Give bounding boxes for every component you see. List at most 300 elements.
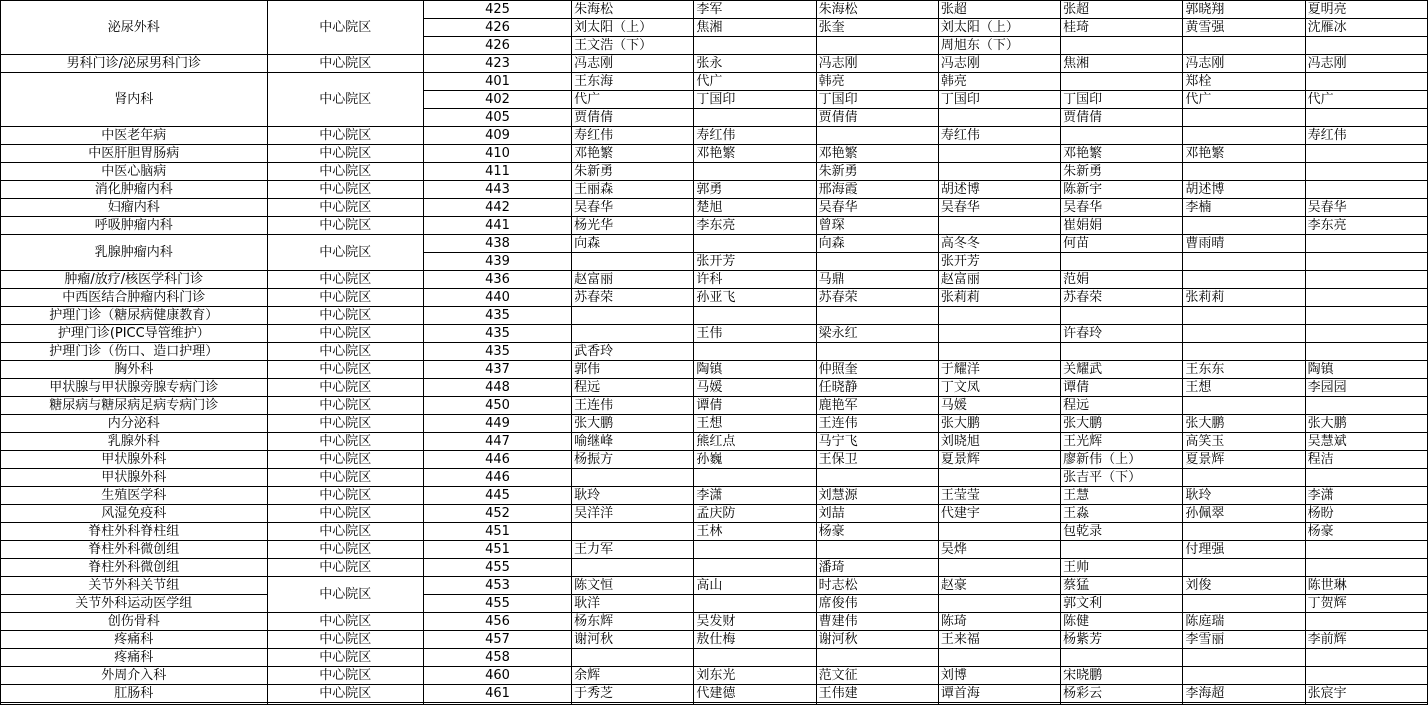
doctor-cell[interactable]: 马宁飞	[816, 433, 938, 451]
department-cell[interactable]: 胸外科	[1, 361, 268, 379]
doctor-cell[interactable]: 朱海松	[572, 1, 694, 19]
doctor-cell[interactable]: 崔娟娟	[1061, 217, 1183, 235]
room-cell[interactable]: 435	[423, 325, 571, 343]
doctor-cell[interactable]	[938, 307, 1060, 325]
doctor-cell[interactable]: 冯志刚	[572, 55, 694, 73]
doctor-cell[interactable]: 代建宇	[938, 505, 1060, 523]
doctor-cell[interactable]: 王想	[694, 415, 816, 433]
doctor-cell[interactable]: 张开芳	[938, 253, 1060, 271]
campus-cell[interactable]: 中心院区	[267, 523, 423, 541]
room-cell[interactable]: 426	[423, 37, 571, 55]
doctor-cell[interactable]: 陈琦	[938, 613, 1060, 631]
room-cell[interactable]: 441	[423, 217, 571, 235]
campus-cell[interactable]: 中心院区	[267, 1, 423, 55]
doctor-cell[interactable]: 邓艳繁	[572, 145, 694, 163]
room-cell[interactable]: 457	[423, 631, 571, 649]
doctor-cell[interactable]: 胡述博	[1183, 181, 1305, 199]
doctor-cell[interactable]: 张大鹏	[938, 415, 1060, 433]
doctor-cell[interactable]: 吴洋洋	[572, 505, 694, 523]
doctor-cell[interactable]: 刘慧源	[816, 487, 938, 505]
department-cell[interactable]: 肛肠科	[1, 685, 268, 703]
doctor-cell[interactable]: 王慧	[1061, 487, 1183, 505]
department-cell[interactable]: 中西医结合肿瘤内科门诊	[1, 289, 268, 307]
doctor-cell[interactable]: 韩亮	[938, 73, 1060, 91]
doctor-cell[interactable]: 宋晓鹏	[1061, 667, 1183, 685]
doctor-cell[interactable]: 程远	[1061, 397, 1183, 415]
department-cell[interactable]: 生殖医学科	[1, 487, 268, 505]
room-cell[interactable]: 438	[423, 235, 571, 253]
doctor-cell[interactable]: 马媛	[938, 397, 1060, 415]
doctor-cell[interactable]: 贾倩倩	[816, 109, 938, 127]
doctor-cell[interactable]	[1183, 343, 1305, 361]
doctor-cell[interactable]	[1183, 127, 1305, 145]
doctor-cell[interactable]: 胡述博	[938, 181, 1060, 199]
doctor-cell[interactable]: 杨盼	[1305, 505, 1427, 523]
doctor-cell[interactable]	[1305, 253, 1427, 271]
doctor-cell[interactable]	[1305, 289, 1427, 307]
campus-cell[interactable]: 中心院区	[267, 199, 423, 217]
department-cell[interactable]: 中医老年病	[1, 127, 268, 145]
room-cell[interactable]: 401	[423, 73, 571, 91]
doctor-cell[interactable]: 吴慧斌	[1305, 433, 1427, 451]
doctor-cell[interactable]: 向森	[572, 235, 694, 253]
department-cell[interactable]: 护理门诊(PICC导管维护）	[1, 325, 268, 343]
department-cell[interactable]: 甲状腺外科	[1, 451, 268, 469]
doctor-cell[interactable]	[938, 559, 1060, 577]
room-cell[interactable]: 451	[423, 541, 571, 559]
room-cell[interactable]: 448	[423, 379, 571, 397]
doctor-cell[interactable]: 耿洋	[572, 595, 694, 613]
doctor-cell[interactable]: 韩亮	[816, 73, 938, 91]
room-cell[interactable]: 447	[423, 433, 571, 451]
doctor-cell[interactable]: 冯志刚	[1305, 55, 1427, 73]
department-cell[interactable]: 妇瘤内科	[1, 199, 268, 217]
doctor-cell[interactable]: 陈健	[1061, 613, 1183, 631]
department-cell[interactable]: 呼吸肿瘤内科	[1, 217, 268, 235]
doctor-cell[interactable]: 谭首海	[938, 685, 1060, 703]
doctor-cell[interactable]: 程洁	[1305, 451, 1427, 469]
doctor-cell[interactable]	[572, 559, 694, 577]
doctor-cell[interactable]	[938, 649, 1060, 667]
department-cell[interactable]: 创伤骨科	[1, 613, 268, 631]
doctor-cell[interactable]	[694, 37, 816, 55]
doctor-cell[interactable]: 夏景辉	[938, 451, 1060, 469]
doctor-cell[interactable]: 孙亚飞	[694, 289, 816, 307]
doctor-cell[interactable]: 王连伟	[572, 397, 694, 415]
doctor-cell[interactable]: 吴发财	[694, 613, 816, 631]
room-cell[interactable]: 435	[423, 307, 571, 325]
room-cell[interactable]: 436	[423, 271, 571, 289]
doctor-cell[interactable]: 朱海松	[816, 1, 938, 19]
doctor-cell[interactable]: 李前辉	[1305, 631, 1427, 649]
room-cell[interactable]: 458	[423, 649, 571, 667]
doctor-cell[interactable]	[694, 595, 816, 613]
doctor-cell[interactable]: 夏景辉	[1183, 451, 1305, 469]
campus-cell[interactable]: 中心院区	[267, 397, 423, 415]
doctor-cell[interactable]: 李东亮	[694, 217, 816, 235]
doctor-cell[interactable]	[938, 469, 1060, 487]
doctor-cell[interactable]: 程远	[572, 379, 694, 397]
department-cell[interactable]: 关节外科关节组	[1, 577, 268, 595]
doctor-cell[interactable]: 杨豪	[1305, 523, 1427, 541]
doctor-cell[interactable]: 王丽森	[572, 181, 694, 199]
doctor-cell[interactable]	[1183, 271, 1305, 289]
department-cell[interactable]: 乳腺肿瘤内科	[1, 235, 268, 271]
doctor-cell[interactable]	[1305, 343, 1427, 361]
doctor-cell[interactable]: 曹雨晴	[1183, 235, 1305, 253]
doctor-cell[interactable]	[1305, 325, 1427, 343]
doctor-cell[interactable]: 寿红伟	[572, 127, 694, 145]
doctor-cell[interactable]: 寿红伟	[694, 127, 816, 145]
doctor-cell[interactable]: 席俊伟	[816, 595, 938, 613]
doctor-cell[interactable]	[1183, 253, 1305, 271]
doctor-cell[interactable]	[1305, 559, 1427, 577]
doctor-cell[interactable]: 余辉	[572, 667, 694, 685]
campus-cell[interactable]: 中心院区	[267, 55, 423, 73]
doctor-cell[interactable]	[816, 649, 938, 667]
doctor-cell[interactable]: 任晓静	[816, 379, 938, 397]
campus-cell[interactable]: 中心院区	[267, 73, 423, 127]
doctor-cell[interactable]: 周旭东（下）	[938, 37, 1060, 55]
doctor-cell[interactable]	[694, 649, 816, 667]
room-cell[interactable]: 439	[423, 253, 571, 271]
doctor-cell[interactable]: 夏明亮	[1305, 1, 1427, 19]
doctor-cell[interactable]	[572, 649, 694, 667]
doctor-cell[interactable]	[938, 595, 1060, 613]
doctor-cell[interactable]: 刘俊	[1183, 577, 1305, 595]
campus-cell[interactable]: 中心院区	[267, 127, 423, 145]
doctor-cell[interactable]: 丁国印	[694, 91, 816, 109]
doctor-cell[interactable]: 黄雪强	[1183, 19, 1305, 37]
doctor-cell[interactable]	[1183, 217, 1305, 235]
doctor-cell[interactable]	[1305, 109, 1427, 127]
doctor-cell[interactable]	[1061, 343, 1183, 361]
department-cell[interactable]: 糖尿病与糖尿病足病专病门诊	[1, 397, 268, 415]
room-cell[interactable]: 455	[423, 559, 571, 577]
department-cell[interactable]: 内分泌科	[1, 415, 268, 433]
doctor-cell[interactable]	[1183, 325, 1305, 343]
doctor-cell[interactable]	[816, 37, 938, 55]
campus-cell[interactable]: 中心院区	[267, 667, 423, 685]
doctor-cell[interactable]	[1305, 145, 1427, 163]
doctor-cell[interactable]	[938, 523, 1060, 541]
doctor-cell[interactable]	[1183, 523, 1305, 541]
doctor-cell[interactable]	[938, 217, 1060, 235]
doctor-cell[interactable]	[1183, 559, 1305, 577]
doctor-cell[interactable]: 吴春华	[1061, 199, 1183, 217]
doctor-cell[interactable]: 冯志刚	[1183, 55, 1305, 73]
doctor-cell[interactable]: 杨光华	[572, 217, 694, 235]
doctor-cell[interactable]: 陈世琳	[1305, 577, 1427, 595]
department-cell[interactable]: 中医肝胆胃肠病	[1, 145, 268, 163]
doctor-cell[interactable]: 苏春荣	[572, 289, 694, 307]
doctor-cell[interactable]: 贾倩倩	[1061, 109, 1183, 127]
campus-cell[interactable]: 中心院区	[267, 559, 423, 577]
room-cell[interactable]: 426	[423, 19, 571, 37]
doctor-cell[interactable]	[1305, 271, 1427, 289]
doctor-cell[interactable]	[694, 307, 816, 325]
doctor-cell[interactable]	[1305, 163, 1427, 181]
doctor-cell[interactable]: 王保卫	[816, 451, 938, 469]
doctor-cell[interactable]	[1061, 253, 1183, 271]
doctor-cell[interactable]: 王光辉	[1061, 433, 1183, 451]
doctor-cell[interactable]: 邓艳繁	[694, 145, 816, 163]
doctor-cell[interactable]	[694, 469, 816, 487]
doctor-cell[interactable]: 王连伟	[816, 415, 938, 433]
campus-cell[interactable]: 中心院区	[267, 541, 423, 559]
doctor-cell[interactable]: 张超	[938, 1, 1060, 19]
doctor-cell[interactable]	[816, 127, 938, 145]
doctor-cell[interactable]: 贾倩倩	[572, 109, 694, 127]
doctor-cell[interactable]	[938, 109, 1060, 127]
campus-cell[interactable]: 中心院区	[267, 487, 423, 505]
doctor-cell[interactable]: 谭倩	[694, 397, 816, 415]
campus-cell[interactable]: 中心院区	[267, 649, 423, 667]
doctor-cell[interactable]: 刘博	[938, 667, 1060, 685]
doctor-cell[interactable]: 曹建伟	[816, 613, 938, 631]
doctor-cell[interactable]	[572, 253, 694, 271]
doctor-cell[interactable]: 王莹莹	[938, 487, 1060, 505]
doctor-cell[interactable]: 谭倩	[1061, 379, 1183, 397]
doctor-cell[interactable]: 吴春华	[816, 199, 938, 217]
doctor-cell[interactable]: 朱新勇	[572, 163, 694, 181]
room-cell[interactable]: 410	[423, 145, 571, 163]
doctor-cell[interactable]: 时志松	[816, 577, 938, 595]
doctor-cell[interactable]: 蔡猛	[1061, 577, 1183, 595]
doctor-cell[interactable]: 张莉莉	[1183, 289, 1305, 307]
doctor-cell[interactable]: 包乾录	[1061, 523, 1183, 541]
doctor-cell[interactable]	[694, 109, 816, 127]
doctor-cell[interactable]: 陈庭瑞	[1183, 613, 1305, 631]
doctor-cell[interactable]: 杨振方	[572, 451, 694, 469]
doctor-cell[interactable]	[1305, 37, 1427, 55]
doctor-cell[interactable]	[1183, 667, 1305, 685]
doctor-cell[interactable]	[572, 469, 694, 487]
doctor-cell[interactable]	[816, 253, 938, 271]
department-cell[interactable]: 泌尿外科	[1, 1, 268, 55]
department-cell[interactable]: 疼痛科	[1, 631, 268, 649]
doctor-cell[interactable]	[1183, 469, 1305, 487]
doctor-cell[interactable]	[1061, 127, 1183, 145]
campus-cell[interactable]: 中心院区	[267, 307, 423, 325]
room-cell[interactable]: 442	[423, 199, 571, 217]
room-cell[interactable]: 440	[423, 289, 571, 307]
room-cell[interactable]: 425	[423, 1, 571, 19]
doctor-cell[interactable]: 杨东辉	[572, 613, 694, 631]
doctor-cell[interactable]: 赵富丽	[572, 271, 694, 289]
doctor-cell[interactable]: 丁贺辉	[1305, 595, 1427, 613]
doctor-cell[interactable]: 仲照奎	[816, 361, 938, 379]
doctor-cell[interactable]: 陈新宇	[1061, 181, 1183, 199]
doctor-cell[interactable]	[1305, 649, 1427, 667]
room-cell[interactable]: 402	[423, 91, 571, 109]
doctor-cell[interactable]: 于秀芝	[572, 685, 694, 703]
campus-cell[interactable]: 中心院区	[267, 631, 423, 649]
doctor-cell[interactable]: 丁国印	[816, 91, 938, 109]
doctor-cell[interactable]: 刘太阳（上）	[572, 19, 694, 37]
doctor-cell[interactable]: 郭晓翔	[1183, 1, 1305, 19]
room-cell[interactable]: 460	[423, 667, 571, 685]
campus-cell[interactable]: 中心院区	[267, 181, 423, 199]
doctor-cell[interactable]: 朱新勇	[1061, 163, 1183, 181]
doctor-cell[interactable]: 代广	[694, 73, 816, 91]
doctor-cell[interactable]: 张大鹏	[1305, 415, 1427, 433]
doctor-cell[interactable]: 邓艳繁	[1183, 145, 1305, 163]
doctor-cell[interactable]: 马媛	[694, 379, 816, 397]
doctor-cell[interactable]	[1305, 613, 1427, 631]
doctor-cell[interactable]	[572, 307, 694, 325]
doctor-cell[interactable]: 苏春荣	[1061, 289, 1183, 307]
doctor-cell[interactable]: 王帅	[1061, 559, 1183, 577]
doctor-cell[interactable]	[938, 145, 1060, 163]
doctor-cell[interactable]: 李园园	[1305, 379, 1427, 397]
campus-cell[interactable]: 中心院区	[267, 469, 423, 487]
department-cell[interactable]: 脊柱外科微创组	[1, 541, 268, 559]
doctor-cell[interactable]	[572, 325, 694, 343]
doctor-cell[interactable]: 于耀洋	[938, 361, 1060, 379]
doctor-cell[interactable]: 赵豪	[938, 577, 1060, 595]
doctor-cell[interactable]: 许科	[694, 271, 816, 289]
doctor-cell[interactable]: 寿红伟	[1305, 127, 1427, 145]
doctor-cell[interactable]: 丁国印	[938, 91, 1060, 109]
department-cell[interactable]: 风湿免疫科	[1, 505, 268, 523]
department-cell[interactable]: 护理门诊（糖尿病健康教育）	[1, 307, 268, 325]
campus-cell[interactable]: 中心院区	[267, 613, 423, 631]
campus-cell[interactable]: 中心院区	[267, 325, 423, 343]
doctor-cell[interactable]: 张莉莉	[938, 289, 1060, 307]
campus-cell[interactable]: 中心院区	[267, 271, 423, 289]
doctor-cell[interactable]: 王淼	[1061, 505, 1183, 523]
room-cell[interactable]: 450	[423, 397, 571, 415]
doctor-cell[interactable]: 向森	[816, 235, 938, 253]
doctor-cell[interactable]: 孙巍	[694, 451, 816, 469]
campus-cell[interactable]: 中心院区	[267, 289, 423, 307]
doctor-cell[interactable]: 邓艳繁	[1061, 145, 1183, 163]
doctor-cell[interactable]: 谢河秋	[572, 631, 694, 649]
doctor-cell[interactable]: 代广	[1305, 91, 1427, 109]
doctor-cell[interactable]	[694, 559, 816, 577]
doctor-cell[interactable]	[1183, 37, 1305, 55]
doctor-cell[interactable]: 郭勇	[694, 181, 816, 199]
department-cell[interactable]: 肾内科	[1, 73, 268, 127]
room-cell[interactable]: 435	[423, 343, 571, 361]
doctor-cell[interactable]: 苏春荣	[816, 289, 938, 307]
doctor-cell[interactable]: 张宸宇	[1305, 685, 1427, 703]
doctor-cell[interactable]: 关耀武	[1061, 361, 1183, 379]
doctor-cell[interactable]: 廖新伟（上）	[1061, 451, 1183, 469]
doctor-cell[interactable]: 代广	[1183, 91, 1305, 109]
campus-cell[interactable]: 中心院区	[267, 577, 423, 613]
doctor-cell[interactable]: 高山	[694, 577, 816, 595]
doctor-cell[interactable]: 耿玲	[572, 487, 694, 505]
campus-cell[interactable]: 中心院区	[267, 685, 423, 703]
doctor-cell[interactable]: 李雪丽	[1183, 631, 1305, 649]
doctor-cell[interactable]	[694, 343, 816, 361]
doctor-cell[interactable]: 高冬冬	[938, 235, 1060, 253]
doctor-cell[interactable]: 李潇	[694, 487, 816, 505]
department-cell[interactable]: 护理门诊（伤口、造口护理）	[1, 343, 268, 361]
doctor-cell[interactable]	[938, 163, 1060, 181]
doctor-cell[interactable]	[1183, 595, 1305, 613]
department-cell[interactable]: 甲状腺与甲状腺旁腺专病门诊	[1, 379, 268, 397]
doctor-cell[interactable]: 张奎	[816, 19, 938, 37]
room-cell[interactable]: 446	[423, 451, 571, 469]
doctor-cell[interactable]: 孟庆防	[694, 505, 816, 523]
doctor-cell[interactable]	[816, 541, 938, 559]
room-cell[interactable]: 455	[423, 595, 571, 613]
department-cell[interactable]: 脊柱外科脊柱组	[1, 523, 268, 541]
doctor-cell[interactable]: 丁国印	[1061, 91, 1183, 109]
doctor-cell[interactable]: 李军	[694, 1, 816, 19]
campus-cell[interactable]: 中心院区	[267, 505, 423, 523]
doctor-cell[interactable]: 刘喆	[816, 505, 938, 523]
doctor-cell[interactable]: 桂琦	[1061, 19, 1183, 37]
room-cell[interactable]: 461	[423, 685, 571, 703]
doctor-cell[interactable]: 何苗	[1061, 235, 1183, 253]
doctor-cell[interactable]: 高笑玉	[1183, 433, 1305, 451]
doctor-cell[interactable]: 喻继峰	[572, 433, 694, 451]
doctor-cell[interactable]: 敖仕梅	[694, 631, 816, 649]
doctor-cell[interactable]	[1183, 397, 1305, 415]
campus-cell[interactable]: 中心院区	[267, 379, 423, 397]
doctor-cell[interactable]: 刘太阳（上）	[938, 19, 1060, 37]
doctor-cell[interactable]: 寿红伟	[938, 127, 1060, 145]
campus-cell[interactable]: 中心院区	[267, 163, 423, 181]
doctor-cell[interactable]: 刘晓旭	[938, 433, 1060, 451]
doctor-cell[interactable]: 王东海	[572, 73, 694, 91]
doctor-cell[interactable]: 邓艳繁	[816, 145, 938, 163]
campus-cell[interactable]: 中心院区	[267, 415, 423, 433]
doctor-cell[interactable]	[1061, 37, 1183, 55]
campus-cell[interactable]: 中心院区	[267, 361, 423, 379]
campus-cell[interactable]: 中心院区	[267, 343, 423, 361]
room-cell[interactable]: 445	[423, 487, 571, 505]
doctor-cell[interactable]	[1183, 163, 1305, 181]
doctor-cell[interactable]	[1183, 307, 1305, 325]
doctor-cell[interactable]: 耿玲	[1183, 487, 1305, 505]
doctor-cell[interactable]	[938, 343, 1060, 361]
doctor-cell[interactable]: 王文浩（下）	[572, 37, 694, 55]
doctor-cell[interactable]: 丁文凤	[938, 379, 1060, 397]
doctor-cell[interactable]: 郭伟	[572, 361, 694, 379]
department-cell[interactable]: 消化肿瘤内科	[1, 181, 268, 199]
doctor-cell[interactable]: 焦湘	[694, 19, 816, 37]
doctor-cell[interactable]: 郭文利	[1061, 595, 1183, 613]
campus-cell[interactable]: 中心院区	[267, 145, 423, 163]
doctor-cell[interactable]: 梁永红	[816, 325, 938, 343]
room-cell[interactable]: 452	[423, 505, 571, 523]
department-cell[interactable]: 关节外科运动医学组	[1, 595, 268, 613]
room-cell[interactable]: 443	[423, 181, 571, 199]
doctor-cell[interactable]: 吴春华	[938, 199, 1060, 217]
doctor-cell[interactable]	[816, 469, 938, 487]
doctor-cell[interactable]	[694, 235, 816, 253]
room-cell[interactable]: 446	[423, 469, 571, 487]
doctor-cell[interactable]: 范文征	[816, 667, 938, 685]
doctor-cell[interactable]	[1305, 73, 1427, 91]
doctor-cell[interactable]: 陈文恒	[572, 577, 694, 595]
doctor-cell[interactable]	[816, 307, 938, 325]
department-cell[interactable]: 甲状腺外科	[1, 469, 268, 487]
doctor-cell[interactable]: 代广	[572, 91, 694, 109]
doctor-cell[interactable]	[694, 541, 816, 559]
doctor-cell[interactable]: 马鼎	[816, 271, 938, 289]
doctor-cell[interactable]: 刘东光	[694, 667, 816, 685]
department-cell[interactable]: 乳腺外科	[1, 433, 268, 451]
doctor-cell[interactable]: 张大鹏	[1183, 415, 1305, 433]
doctor-cell[interactable]: 张开芳	[694, 253, 816, 271]
doctor-cell[interactable]: 吴春华	[572, 199, 694, 217]
